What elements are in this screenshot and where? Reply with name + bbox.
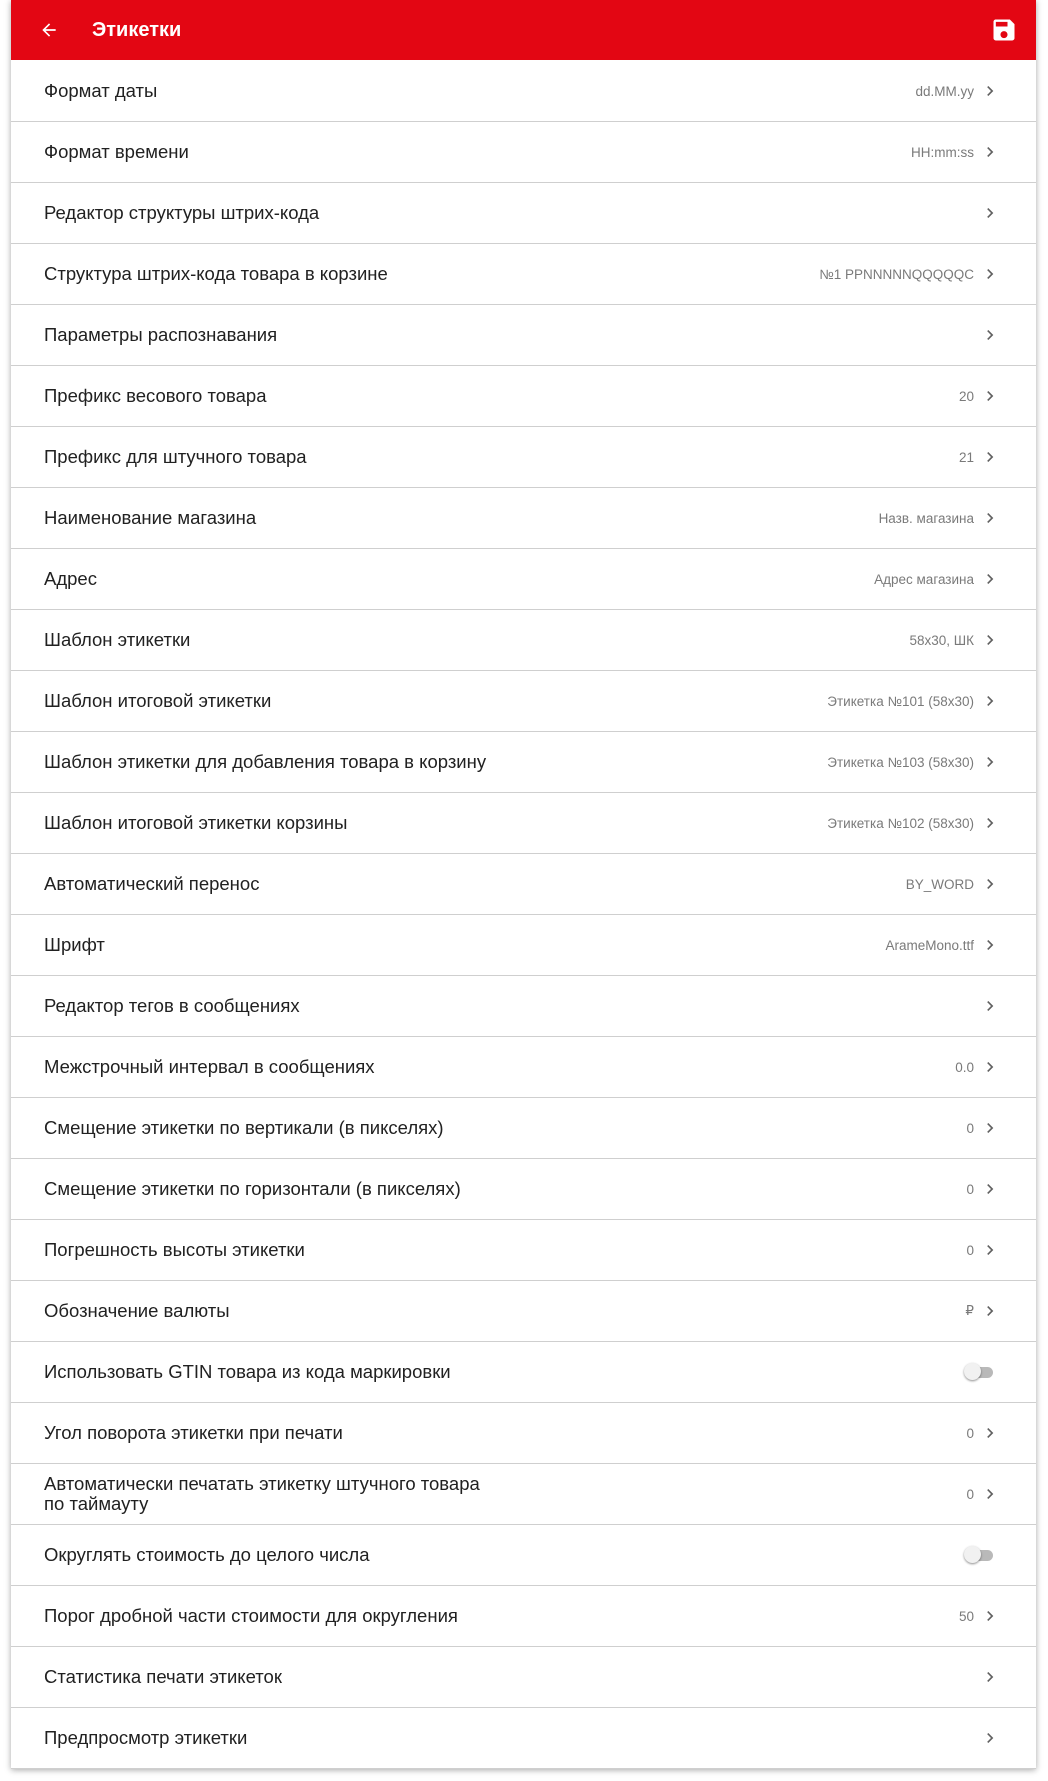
settings-row[interactable] <box>11 793 1036 854</box>
chevron-right-icon <box>980 447 1000 467</box>
settings-row-label: Формат даты <box>44 80 158 101</box>
settings-row[interactable] <box>11 549 1036 610</box>
settings-row-label: Округлять стоимость до целого числа <box>44 1544 370 1565</box>
chevron-right-icon <box>980 691 1000 711</box>
chevron-right-icon <box>980 813 1000 833</box>
settings-row[interactable] <box>11 183 1036 244</box>
settings-row[interactable] <box>11 305 1036 366</box>
settings-row[interactable] <box>11 1586 1036 1647</box>
settings-row-value: ArameMono.ttf <box>885 937 974 953</box>
chevron-right-icon <box>980 264 1000 284</box>
chevron-right-icon <box>980 752 1000 772</box>
back-button[interactable] <box>31 12 67 48</box>
settings-row-label: Префикс для штучного товара <box>44 446 307 467</box>
settings-row-label: Шаблон итоговой этикетки корзины <box>44 812 348 833</box>
settings-row[interactable] <box>11 610 1036 671</box>
settings-row-value: 0 <box>966 1425 974 1441</box>
chevron-right-icon <box>980 1057 1000 1077</box>
chevron-right-icon <box>980 1179 1000 1199</box>
settings-row[interactable] <box>11 1220 1036 1281</box>
settings-row-label: Предпросмотр этикетки <box>44 1727 248 1748</box>
settings-row[interactable] <box>11 366 1036 427</box>
settings-row-value: 0 <box>966 1242 974 1258</box>
settings-row-value: 0 <box>966 1486 974 1502</box>
arrow-left-icon <box>39 20 59 40</box>
settings-row-value: 50 <box>958 1608 974 1624</box>
chevron-right-icon <box>980 1667 1000 1687</box>
settings-row-label: Угол поворота этикетки при печати <box>44 1422 343 1443</box>
chevron-right-icon <box>980 203 1000 223</box>
settings-row-value: dd.MM.yy <box>915 83 974 99</box>
chevron-right-icon <box>980 874 1000 894</box>
chevron-right-icon <box>980 1118 1000 1138</box>
settings-row-label: Погрешность высоты этикетки <box>44 1239 305 1260</box>
settings-row-value: BY_WORD <box>905 876 974 892</box>
settings-row[interactable] <box>11 976 1036 1037</box>
settings-row-label: Наименование магазина <box>44 507 257 528</box>
switch-thumb <box>964 1546 981 1563</box>
chevron-right-icon <box>980 1484 1000 1504</box>
settings-row[interactable] <box>11 427 1036 488</box>
settings-row-value: 21 <box>958 449 974 465</box>
settings-row[interactable] <box>11 1403 1036 1464</box>
chevron-right-icon <box>980 81 1000 101</box>
settings-row[interactable] <box>11 1647 1036 1708</box>
settings-row-label: Формат времени <box>44 141 189 162</box>
chevron-right-icon <box>980 386 1000 406</box>
settings-row-value: Назв. магазина <box>878 510 974 526</box>
chevron-right-icon <box>980 508 1000 528</box>
settings-row-label: Автоматически печатать этикетку штучного товара по таймауту <box>44 1473 480 1514</box>
settings-row-label: Межстрочный интервал в сообщениях <box>44 1056 375 1077</box>
settings-list <box>11 61 1036 1769</box>
settings-row-label: Шрифт <box>44 934 105 955</box>
settings-row[interactable] <box>11 732 1036 793</box>
settings-row[interactable] <box>11 244 1036 305</box>
settings-row-value: Адрес магазина <box>874 571 974 587</box>
settings-row[interactable] <box>11 61 1036 122</box>
chevron-right-icon <box>980 1423 1000 1443</box>
settings-row-value: №1 PPNNNNNQQQQQC <box>819 266 974 282</box>
settings-row-value: Этикетка №102 (58x30) <box>827 815 974 831</box>
app-bar <box>11 0 1036 60</box>
settings-row[interactable] <box>11 915 1036 976</box>
settings-row-switch[interactable] <box>964 1546 994 1564</box>
chevron-right-icon <box>980 569 1000 589</box>
settings-row[interactable] <box>11 1708 1036 1769</box>
page-title: Этикетки <box>92 19 182 41</box>
settings-row[interactable] <box>11 1464 1036 1525</box>
chevron-right-icon <box>980 1606 1000 1626</box>
settings-row-label: Адрес <box>44 568 97 589</box>
chevron-right-icon <box>980 935 1000 955</box>
settings-row-value: 0.0 <box>955 1059 974 1075</box>
settings-row-value: Этикетка №103 (58x30) <box>827 754 974 770</box>
settings-row-label: Шаблон этикетки <box>44 629 191 650</box>
settings-screen <box>11 0 1036 1769</box>
chevron-right-icon <box>980 1728 1000 1748</box>
settings-row-label: Редактор структуры штрих-кода <box>44 202 320 223</box>
settings-row-label: Обозначение валюты <box>44 1300 230 1321</box>
settings-row-switch[interactable] <box>964 1363 994 1381</box>
settings-row-value: 58x30, ШК <box>909 632 974 648</box>
settings-row-value: 0 <box>966 1120 974 1136</box>
switch-thumb <box>964 1363 981 1380</box>
settings-row[interactable] <box>11 1037 1036 1098</box>
settings-row-label: Редактор тегов в сообщениях <box>44 995 300 1016</box>
settings-row[interactable] <box>11 671 1036 732</box>
settings-row-value: Этикетка №101 (58x30) <box>827 693 974 709</box>
settings-row[interactable] <box>11 488 1036 549</box>
floppy-disk-icon <box>990 16 1018 44</box>
settings-row-label: Структура штрих-кода товара в корзине <box>44 263 388 284</box>
settings-row-value: ₽ <box>965 1303 974 1318</box>
save-button[interactable] <box>986 12 1022 48</box>
settings-row-label: Параметры распознавания <box>44 324 278 345</box>
settings-row[interactable] <box>11 1525 1036 1586</box>
chevron-right-icon <box>980 325 1000 345</box>
chevron-right-icon <box>980 630 1000 650</box>
settings-row[interactable] <box>11 1098 1036 1159</box>
settings-row-label: Смещение этикетки по вертикали (в пикселях) <box>44 1117 444 1138</box>
settings-row[interactable] <box>11 854 1036 915</box>
chevron-right-icon <box>980 996 1000 1016</box>
settings-row-label: Смещение этикетки по горизонтали (в пикселях) <box>44 1178 461 1199</box>
chevron-right-icon <box>980 1301 1000 1321</box>
settings-row-label: Автоматический перенос <box>44 873 260 894</box>
settings-row-value: 20 <box>958 388 974 404</box>
settings-row-label: Порог дробной части стоимости для округления <box>44 1605 458 1626</box>
settings-row-value: HH:mm:ss <box>911 144 974 160</box>
settings-row-label: Статистика печати этикеток <box>44 1666 282 1687</box>
chevron-right-icon <box>980 142 1000 162</box>
chevron-right-icon <box>980 1240 1000 1260</box>
settings-row[interactable] <box>11 1159 1036 1220</box>
settings-row[interactable] <box>11 1342 1036 1403</box>
settings-row[interactable] <box>11 122 1036 183</box>
settings-row-label: Префикс весового товара <box>44 385 267 406</box>
settings-row-label: Шаблон итоговой этикетки <box>44 690 272 711</box>
settings-row-value: 0 <box>966 1181 974 1197</box>
settings-row-label: Шаблон этикетки для добавления товара в корзину <box>44 751 487 772</box>
settings-row-label: Использовать GTIN товара из кода маркировки <box>44 1361 451 1382</box>
settings-row[interactable] <box>11 1281 1036 1342</box>
